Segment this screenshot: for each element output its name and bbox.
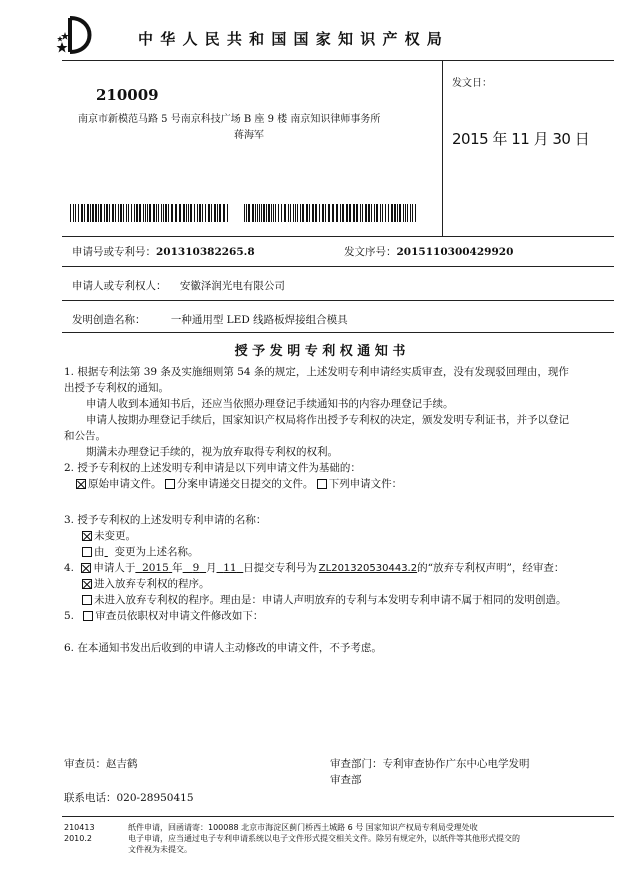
app-no-value: 201310382265.8 (156, 246, 255, 258)
office-title: 中 华 人 民 共 和 国 国 家 知 识 产 权 局 (138, 30, 443, 48)
para3-opt2 (82, 544, 199, 560)
serial-value: 2015110300429920 (396, 246, 514, 258)
name-changed-checkbox[interactable] (82, 547, 92, 557)
para4 (64, 560, 564, 577)
invention-label: 发明创造名称： (72, 314, 146, 326)
name-changed-label: 变更为上述名称。 (114, 546, 199, 558)
form-code-2: 2010.2 (64, 834, 92, 843)
para1-e: 和公告。 (64, 430, 106, 442)
waiver-not-entered-checkbox[interactable] (82, 595, 92, 605)
serial-label: 发文序号： (344, 246, 397, 258)
sipo-logo (56, 14, 98, 56)
footer-line-3: 文件视为未提交。 (128, 845, 192, 854)
waiver-month: 9 (192, 562, 200, 574)
form-code (64, 822, 95, 844)
original-docs-checkbox[interactable] (76, 479, 86, 489)
para4-text-a: 申请人于 (93, 562, 136, 574)
invention-value: 一种通用型 LED 线路板焊接组合模具 (170, 314, 348, 326)
waiver-year: 2015 (142, 562, 169, 574)
waiver-not-entered-label: 未进入放弃专利权的程序。理由是：申请人声明放弃的专利与本发明专利申请不属于相同的发明创造。 (94, 594, 567, 606)
para3-opt1 (82, 528, 136, 544)
para1-d: 申请人按期办理登记手续后，国家知识产权局将作出授予专利权的决定，颁发发明专利证书，并予以登记 (86, 414, 569, 426)
issue-date: 2015 年 11 月 30 日 (452, 130, 590, 148)
app-no-row (72, 244, 255, 260)
name-changed-blank (105, 544, 115, 560)
examiner-amend-checkbox[interactable] (83, 611, 93, 621)
para4-opt1 (82, 576, 210, 592)
listed-docs-checkbox[interactable] (317, 479, 327, 489)
para4-text-e: 的“放弃专利权声明”，经审查： (417, 562, 565, 574)
name-changed-from-label: 由 (94, 546, 105, 558)
applicant-row (72, 278, 285, 294)
contact-phone: 联系电话：020-28950415 (64, 792, 194, 804)
examiner-name: 审查员：赵吉鹤 (64, 758, 138, 770)
applicant-label: 申请人或专利权人： (72, 280, 167, 292)
notice-title: 授 予 发 明 专 利 权 通 知 书 (234, 344, 406, 359)
para4-text-d: 日提交专利号为 (243, 562, 317, 574)
para5-number: 5. (64, 610, 75, 622)
para1-c: 申请人收到本通知书后，还应当依照办理登记手续通知书的内容办理登记手续。 (86, 398, 454, 410)
waiver-entered-checkbox[interactable] (82, 579, 92, 589)
app-no-label: 申请号或专利号： (72, 246, 156, 258)
recipient-address: 南京市新模范马路 5 号南京科技广场 B 座 9 楼 南京知识律师事务所 (78, 114, 381, 125)
para6: 6. 在本通知书发出后收到的申请人主动修改的申请文件，不予考虑。 (64, 642, 382, 654)
footer-line-2: 电子申请，应当通过电子专利申请系统以电子文件形式提交相关文件。除另有规定外，以纸件等其他形式提交的 (128, 834, 520, 843)
name-unchanged-label: 未变更。 (94, 530, 136, 542)
para4-text-b: 年 (172, 562, 183, 574)
listed-docs-label: 下列申请文件： (328, 478, 403, 490)
para1-f: 期满未办理登记手续的，视为放弃取得专利权的权利。 (86, 446, 338, 458)
serial-row (344, 244, 513, 260)
para4-text-c: 月 (206, 562, 217, 574)
barcode (70, 204, 416, 222)
applicant-value: 安徽泽润光电有限公司 (179, 280, 285, 292)
waiver-day: 11 (223, 562, 237, 574)
para1-b: 出授予专利权的通知。 (64, 382, 169, 394)
examiner-amend-label: 审查员依职权对申请文件修改如下： (95, 610, 264, 622)
invention-row (72, 312, 348, 328)
para4-number: 4. (64, 562, 75, 574)
divisional-docs-checkbox[interactable] (165, 479, 175, 489)
original-docs-label: 原始申请文件。 (88, 478, 162, 490)
para3: 3. 授予专利权的上述发明专利申请的名称： (64, 514, 267, 526)
para1-a: 1. 根据专利法第 39 条及实施细则第 54 条的规定，上述发明专利申请经实质审查，没有发现驳回理由，现作 (64, 366, 569, 378)
postcode: 210009 (96, 86, 159, 104)
recipient-name: 蒋海军 (234, 130, 264, 141)
para4-opt2 (82, 592, 567, 608)
footer-line-1: 纸件申请，回函请寄：100088 北京市海淀区蓟门桥西土城路 6 号 国家知识产权局专利局受理处收 (128, 823, 478, 832)
waiver-entered-label: 进入放弃专利权的程序。 (94, 578, 210, 590)
form-code-1: 210413 (64, 823, 95, 832)
waiver-patent-no: ZL201320530443.2 (318, 563, 418, 574)
name-unchanged-checkbox[interactable] (82, 531, 92, 541)
para5 (64, 608, 263, 624)
para2: 2. 授予专利权的上述发明专利申请是以下列申请文件为基础的： (64, 462, 361, 474)
date-label: 发文日： (452, 78, 492, 89)
exam-dept-line1: 审查部门：专利审查协作广东中心电学发明 (330, 758, 530, 770)
para2-options (76, 476, 402, 492)
waiver-checkbox[interactable] (81, 563, 91, 573)
exam-dept-line2: 审查部 (330, 774, 362, 786)
divisional-docs-label: 分案申请递交日提交的文件。 (176, 478, 314, 490)
footer-notes (128, 822, 520, 855)
